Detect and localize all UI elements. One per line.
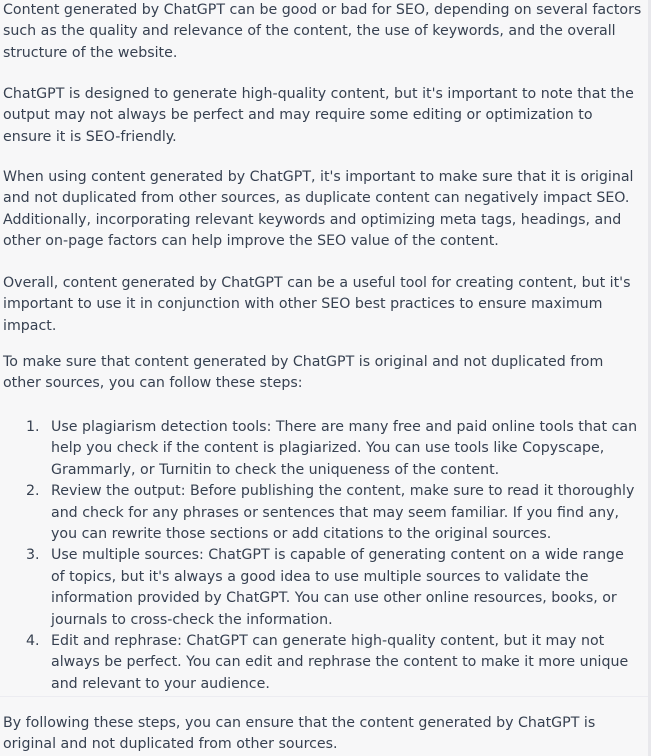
list-number: 4.	[26, 633, 40, 650]
divider	[0, 696, 648, 697]
list-text: Use multiple sources: ChatGPT is capable of generating content on a wide range of topics, but it's always a good idea to use multiple sources to validate the information provided by ChatGPT. You can use other online resources, books, or journals to cross-check the information.	[51, 547, 624, 628]
paragraph-originality: When using content generated by ChatGPT, it's important to make sure that it is original and not duplicated from other sources, as duplicate content can negatively impact SEO. Additionally, incorporating relevant keywords and optimizing meta tags, headings, and other on-page factors can help improve the SEO value of the content.	[3, 169, 634, 250]
list-number: 1.	[26, 419, 40, 435]
paragraph-conclusion: By following these steps, you can ensure that the content generated by ChatGPT is original and not duplicated from other sources.	[3, 715, 596, 753]
list-text: Review the output: Before publishing the content, make sure to read it thoroughly and check for any phrases or sentences that may seem familiar. If you find any, you can rewrite those sections or add citations to the original sources.	[51, 483, 635, 543]
list-text: Use plagiarism detection tools: There are many free and paid online tools that can help you check if the content is plagiarized. You can use tools like Copyscape, Grammarly, or Turnitin to check the uniqueness of the content.	[51, 419, 638, 478]
list-item	[0, 631, 641, 695]
paragraph-steps-intro: To make sure that content generated by ChatGPT is original and not duplicated from other sources, you can follow these steps:	[3, 354, 604, 392]
list-item	[0, 481, 641, 545]
steps-list	[0, 417, 648, 695]
paragraph-seo-overview: Content generated by ChatGPT can be good or bad for SEO, depending on several factors such as the quality and relevance of the content, the use of keywords, and the overall structure of the website.	[3, 2, 642, 61]
paragraph-overall: Overall, content generated by ChatGPT can be a useful tool for creating content, but it's important to use it in conjunction with other SEO best practices to ensure maximum impact.	[3, 275, 631, 334]
list-item	[0, 545, 641, 631]
list-text: Edit and rephrase: ChatGPT can generate high-quality content, but it may not always be perfect. You can edit and rephrase the content to make it more unique and relevant to your audience.	[51, 633, 629, 692]
list-number: 3.	[26, 547, 40, 564]
list-number: 2.	[26, 483, 40, 500]
paragraph-quality-note: ChatGPT is designed to generate high-quality content, but it's important to note that the output may not always be perfect and may require some editing or optimization to ensure it is SEO-friendly.	[3, 86, 634, 145]
list-item	[0, 417, 641, 481]
